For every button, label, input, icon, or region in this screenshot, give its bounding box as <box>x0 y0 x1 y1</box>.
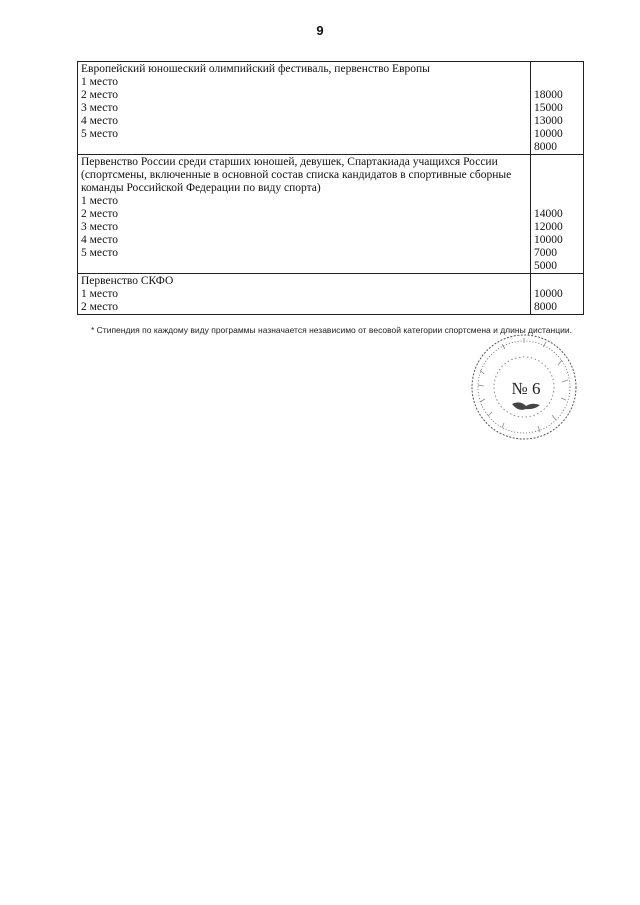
official-stamp <box>462 330 582 445</box>
competition-cell <box>78 155 531 274</box>
stamp-number: № 6 <box>511 379 541 398</box>
amount-value: 18000 <box>534 89 563 101</box>
stipend-table <box>77 61 584 315</box>
table-row <box>78 62 584 155</box>
amount-value: 13000 <box>534 115 563 127</box>
amount-value: 10000 <box>534 234 563 246</box>
amount-cell <box>531 155 584 274</box>
amount-cell <box>531 274 584 315</box>
place-label: 1 место <box>81 288 119 300</box>
footnote: * Стипендия по каждому виду программы назначается независимо от весовой категории спортсмена и длины дистанции. <box>91 325 572 335</box>
place-label: 1 место <box>81 195 119 207</box>
amount-value: 5000 <box>534 260 558 272</box>
amount-cell <box>531 62 584 155</box>
place-label: 5 место <box>81 128 119 140</box>
amount-value: 15000 <box>534 102 563 114</box>
table-row <box>78 274 584 315</box>
amount-value: 14000 <box>534 208 563 220</box>
place-label: 5 место <box>81 247 119 259</box>
place-label: 1 место <box>81 76 119 88</box>
amount-value: 12000 <box>534 221 563 233</box>
table-row <box>78 155 584 274</box>
competition-title: Первенство России среди старших юношей, девушек, Спартакиада учащихся России (спортсмены, включенные в основной состав списка кандидатов в спортивные сборные команды Российской Федерации по виду спорта) <box>81 156 512 194</box>
amount-value: 7000 <box>534 247 558 259</box>
place-label: 3 место <box>81 221 119 233</box>
competition-title: Европейский юношеский олимпийский фестиваль, первенство Европы <box>81 63 430 75</box>
place-label: 2 место <box>81 208 119 220</box>
amount-value: 8000 <box>534 141 558 153</box>
page-number: 9 <box>316 23 324 38</box>
competition-title: Первенство СКФО <box>81 275 174 287</box>
place-label: 4 место <box>81 115 119 127</box>
amount-value: 10000 <box>534 288 563 300</box>
place-label: 4 место <box>81 234 119 246</box>
place-label: 2 место <box>81 89 119 101</box>
competition-cell <box>78 274 531 315</box>
amount-value: 10000 <box>534 128 563 140</box>
place-label: 3 место <box>81 102 119 114</box>
place-label: 2 место <box>81 301 119 313</box>
competition-cell <box>78 62 531 155</box>
amount-value: 8000 <box>534 301 558 313</box>
